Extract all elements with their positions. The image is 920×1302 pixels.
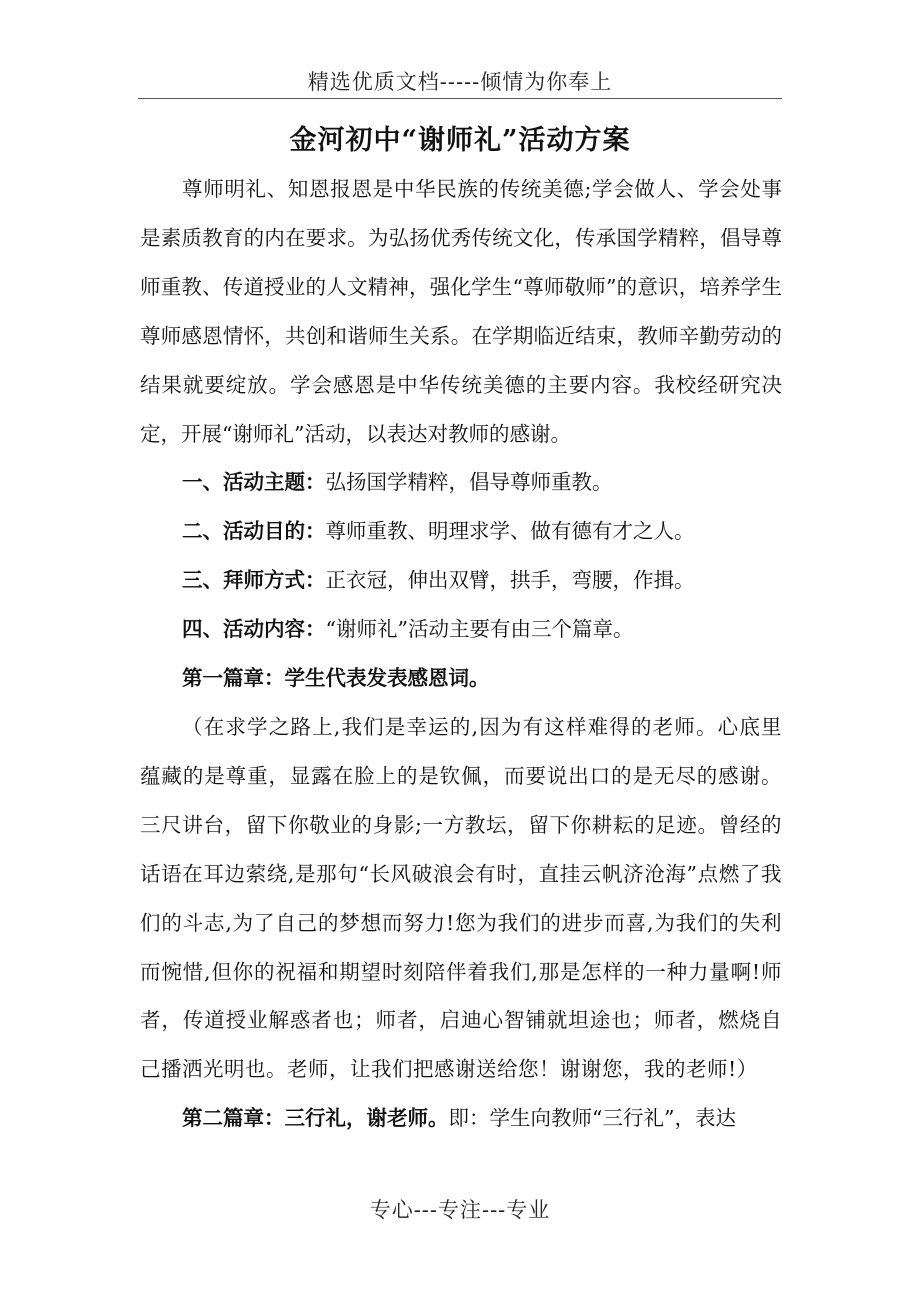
activity-purpose-text: 尊师重教、明理求学、做有德有才之人。 (325, 519, 695, 544)
page-header: 精选优质文档-----倾情为你奉上 (307, 70, 613, 94)
chapter-one-heading (140, 654, 782, 703)
chapter-two-heading: 第二篇章：三行礼，谢老师。 (182, 1106, 449, 1131)
chapter-two-body: 即：学生向教师“三行礼”，表达 (448, 1106, 736, 1131)
header-divider (138, 98, 782, 99)
bow-method-label: 三、拜师方式： (182, 568, 326, 593)
bow-method-text: 正衣冠，伸出双臂，拱手，弯腰，作揖。 (325, 568, 695, 593)
page-footer: 专心---专注---专业 (369, 1198, 551, 1222)
intro-paragraph: 尊师明礼、知恩报恩是中华民族的传统美德;学会做人、学会处事是素质教育的内在要求。为弘扬优秀传统文化，传承国学精粹，倡导尊师重教、传道授业的人文精神，强化学生“尊师敬师”的意识，培养学生尊师感恩情怀，共创和谐师生关系。在学期临近结束，教师辛勤劳动的结果就要绽放。学会感恩是中华传统美德的主要内容。我校经研究决定，开展“谢师礼”活动，以表达对教师的感谢。 (140, 177, 782, 446)
activity-content-label: 四、活动内容： (182, 617, 326, 642)
document-title: 金河初中“谢师礼”活动方案 (289, 125, 631, 156)
chapter-one-body: （在求学之路上,我们是幸运的,因为有这样难得的老师。心底里蕴藏的是尊重，显露在脸上的是钦佩，而要说出口的是无尽的感谢。三尺讲台，留下你敬业的身影;一方教坛，留下你耕耘的足迹。曾经的话语在耳边萦绕,是那句“长风破浪会有时，直挂云帆济沧海”点燃了我们的斗志,为了自己的梦想而努力!您为我们的进步而喜,为我们的失利而惋惜,但你的祝福和期望时刻陪伴着我们,那是怎样的一种力量啊!师者，传道授业解惑者也；师者，启迪心智铺就坦途也；师者，燃烧自己播洒光明也。老师，让我们把感谢送给您！谢谢您，我的老师!） (140, 714, 782, 1082)
activity-theme (140, 458, 782, 507)
activity-content (140, 605, 782, 654)
activity-content-text: “谢师礼”活动主要有由三个篇章。 (325, 617, 634, 642)
document-body (140, 165, 782, 1143)
activity-theme-text: 弘扬国学精粹，倡导尊师重教。 (325, 470, 613, 495)
chapter-one-heading-text: 第一篇章：学生代表发表感恩词。 (182, 666, 490, 691)
activity-theme-label: 一、活动主题： (182, 470, 326, 495)
activity-purpose (140, 507, 782, 556)
bow-method (140, 556, 782, 605)
activity-purpose-label: 二、活动目的： (182, 519, 326, 544)
chapter-two (140, 1094, 782, 1143)
